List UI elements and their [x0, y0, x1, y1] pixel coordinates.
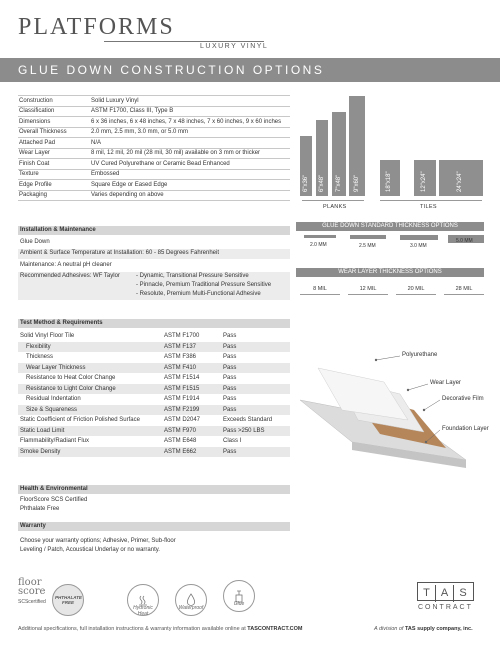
scs-certified-label: SCScertified	[18, 599, 46, 605]
test-method: ASTM F137	[164, 343, 197, 350]
test-row	[18, 342, 290, 352]
spec-value: 6 x 36 inches, 6 x 48 inches, 7 x 48 inches, 7 x 60 inches, 9 x 60 inches	[90, 117, 290, 128]
layer-diagram	[296, 342, 496, 482]
spec-row	[18, 117, 290, 128]
warranty-line: Choose your warranty options; Adhesive, Primer, Sub-floor	[20, 538, 176, 544]
size-chart	[296, 92, 492, 222]
callout-decorative-film: Decorative Film	[442, 396, 484, 402]
thickness-bar	[400, 235, 438, 240]
test-result: Pass	[223, 364, 237, 371]
callout-polyurethane: Polyurethane	[402, 352, 438, 358]
test-name: Resistance to Heat Color Change	[26, 375, 116, 381]
planks-rule	[302, 200, 364, 201]
contract-label: CONTRACT	[418, 604, 473, 611]
footer-url[interactable]: TASCONTRACT.COM	[247, 626, 303, 632]
adhesives-label: Recommended Adhesives: WF Taylor	[20, 273, 120, 279]
wear-layer-option: 20 MIL	[396, 286, 436, 295]
test-method: ASTM F386	[164, 354, 197, 360]
section-title: GLUE DOWN CONSTRUCTION OPTIONS	[18, 63, 325, 77]
plank-bar: 7"x48"	[332, 112, 346, 196]
warranty-header: Warranty	[18, 522, 290, 531]
test-method: ASTM E648	[164, 438, 197, 444]
test-name: Wear Layer Thickness	[26, 364, 86, 371]
test-name: Thickness	[26, 354, 54, 360]
tas-letter: S	[459, 587, 467, 599]
tas-letter: T	[418, 585, 436, 602]
callout-foundation-layer: Foundation Layer	[442, 426, 489, 432]
waterproof-icon	[175, 584, 207, 616]
test-result: Class I	[223, 438, 242, 444]
thickness-header: GLUE DOWN STANDARD THICKNESS OPTIONS	[296, 222, 484, 231]
spec-key: Dimensions	[18, 117, 90, 128]
spec-value: Varies depending on above	[90, 190, 290, 201]
test-result: Pass	[223, 406, 237, 413]
thickness-label: 2.0 MM	[310, 242, 327, 248]
spec-row	[18, 96, 290, 107]
brand-rule	[104, 41, 264, 42]
test-result: Pass >250 LBS	[223, 427, 265, 434]
wear-layer-option: 28 MIL	[444, 286, 484, 295]
spec-key: Finish Coat	[18, 159, 90, 170]
spec-value: Embossed	[90, 169, 290, 180]
test-name: Flammability/Radiant Flux	[20, 438, 90, 444]
installation-header: Installation & Maintenance	[18, 226, 290, 235]
plank-bar: 6"x48"	[316, 120, 328, 196]
test-name: Size & Squareness	[26, 406, 78, 413]
tas-letter: A	[436, 585, 454, 602]
test-result: Pass	[223, 343, 237, 350]
tiles-label: TILES	[420, 204, 437, 210]
test-row	[18, 373, 290, 383]
spec-table	[18, 95, 290, 201]
glue-label: Glue	[233, 601, 245, 607]
spec-key: Construction	[18, 96, 90, 107]
phthalate-free-icon: PHTHALATE FREE	[52, 584, 84, 616]
adhesives-block	[18, 272, 290, 300]
test-row	[18, 426, 290, 436]
thickness-label: 2.5 MM	[359, 243, 376, 249]
test-method: ASTM E662	[164, 448, 197, 455]
tile-bar: 18"x18"	[380, 160, 400, 196]
spec-row	[18, 138, 290, 149]
test-row	[18, 384, 290, 394]
spec-key: Attached Pad	[18, 138, 90, 149]
callout-wear-layer: Wear Layer	[430, 380, 461, 386]
wear-layer-option: 8 MIL	[300, 286, 340, 295]
test-row	[18, 436, 290, 446]
test-result: Pass	[223, 354, 237, 360]
test-result: Pass	[223, 385, 237, 392]
spec-key: Texture	[18, 169, 90, 180]
environmental-line: FloorScore SCS Certified	[20, 497, 88, 503]
test-method: ASTM F1515	[164, 385, 200, 392]
spec-row	[18, 190, 290, 201]
test-result: Exceeds Standard	[223, 417, 273, 423]
wear-layer-option: 12 MIL	[348, 286, 388, 295]
spec-key: Wear Layer	[18, 148, 90, 159]
test-name: Resistance to Light Color Change	[26, 385, 116, 392]
brand-title: PLATFORMS	[18, 14, 175, 40]
test-name: Static Coefficient of Friction Polished Surface	[20, 417, 140, 423]
footer-note: Additional specifications, full installation instructions & warranty information available online at TASCONTRACT.COM	[18, 626, 303, 632]
spec-value: N/A	[90, 138, 290, 149]
test-result: Pass	[223, 396, 237, 402]
test-name: Residual Indentation	[26, 396, 81, 402]
test-row	[18, 352, 290, 362]
tiles-rule	[380, 200, 482, 201]
test-method: ASTM F1514	[164, 375, 200, 381]
test-method: ASTM F1700	[164, 333, 200, 339]
test-method: ASTM D2047	[164, 417, 201, 423]
installation-row: Maintenance: A neutral pH cleaner	[20, 262, 112, 268]
floorscore-wordmark: floor score	[18, 577, 46, 597]
adhesive-item: - Dynamic, Transitional Pressure Sensitive	[136, 273, 249, 279]
spec-value: 2.0 mm, 2.5 mm, 3.0 mm, or 5.0 mm	[90, 127, 290, 138]
brand-subtitle: LUXURY VINYL	[200, 43, 269, 50]
test-row	[18, 405, 290, 415]
plank-bar: 6"x36"	[300, 136, 312, 196]
spec-row	[18, 148, 290, 159]
division-note: A division of TAS supply company, inc.	[374, 626, 473, 632]
plank-bar: 9"x60"	[349, 96, 365, 196]
test-name: Flexibility	[26, 343, 51, 350]
thickness-bar	[304, 235, 336, 238]
spec-row	[18, 169, 290, 180]
installation-row: Glue Down	[20, 239, 50, 245]
spec-row	[18, 106, 290, 117]
glue-icon	[223, 580, 255, 612]
spec-key: Edge Profile	[18, 180, 90, 191]
thickness-label: 3.0 MM	[410, 243, 427, 249]
wear-layer-header: WEAR LAYER THICKNESS OPTIONS	[296, 268, 484, 277]
installation-row: Ambient & Surface Temperature at Installation: 60 - 85 Degrees Fahrenheit	[18, 249, 290, 259]
test-method: ASTM F1914	[164, 396, 200, 402]
test-row	[18, 331, 290, 341]
test-row	[18, 363, 290, 373]
environmental-line: Phthalate Free	[20, 506, 60, 512]
spec-value: ASTM F1700, Class III, Type B	[90, 106, 290, 117]
floorscore-logo	[18, 578, 48, 618]
spec-key: Overall Thickness	[18, 127, 90, 138]
thickness-label: 5.0 MM	[456, 238, 473, 244]
test-result: Pass	[223, 375, 237, 381]
spec-value: Square Edge or Eased Edge	[90, 180, 290, 191]
test-row	[18, 394, 290, 404]
spec-value: UV Cured Polyurethane or Ceramic Bead Enhanced	[90, 159, 290, 170]
test-method: ASTM F410	[164, 364, 197, 371]
planks-label: PLANKS	[323, 204, 347, 210]
tas-logo	[417, 582, 474, 601]
tile-bar: 24"x24"	[439, 160, 483, 196]
spec-row	[18, 180, 290, 191]
spec-value: 8 mil, 12 mil, 20 mil (28 mil, 30 mil) available on 3 mm or thicker	[90, 148, 290, 159]
spec-key: Packaging	[18, 190, 90, 201]
spec-row	[18, 127, 290, 138]
tile-bar: 12"x24"	[414, 160, 436, 196]
division-brand: TAS supply company, inc.	[404, 626, 473, 632]
spec-key: Classification	[18, 106, 90, 117]
test-method: ASTM F2199	[164, 406, 200, 413]
test-method: ASTM F970	[164, 427, 197, 434]
test-result: Pass	[223, 333, 237, 339]
warranty-line: Leveling / Patch, Acoustical Underlay or no warranty.	[20, 547, 160, 553]
adhesive-item: - Pinnacle, Premium Traditional Pressure Sensitive	[136, 282, 272, 288]
test-name: Static Load Limit	[20, 427, 65, 434]
test-result: Pass	[223, 448, 237, 455]
tests-header: Test Method & Requirements	[18, 319, 290, 328]
hydronic-heat-label: Hydronic Heat	[133, 605, 153, 617]
adhesive-item: - Resolute, Premium Multi-Functional Adhesive	[136, 291, 261, 297]
environmental-header: Health & Environmental	[18, 485, 290, 494]
thickness-bar	[350, 235, 386, 239]
test-name: Solid Vinyl Floor Tile	[20, 333, 75, 339]
test-row	[18, 447, 290, 457]
test-row	[18, 415, 290, 425]
waterproof-label: Waterproof	[178, 605, 204, 611]
test-name: Smoke Density	[20, 448, 61, 455]
spec-value: Solid Luxury Vinyl	[90, 96, 290, 107]
spec-row	[18, 159, 290, 170]
